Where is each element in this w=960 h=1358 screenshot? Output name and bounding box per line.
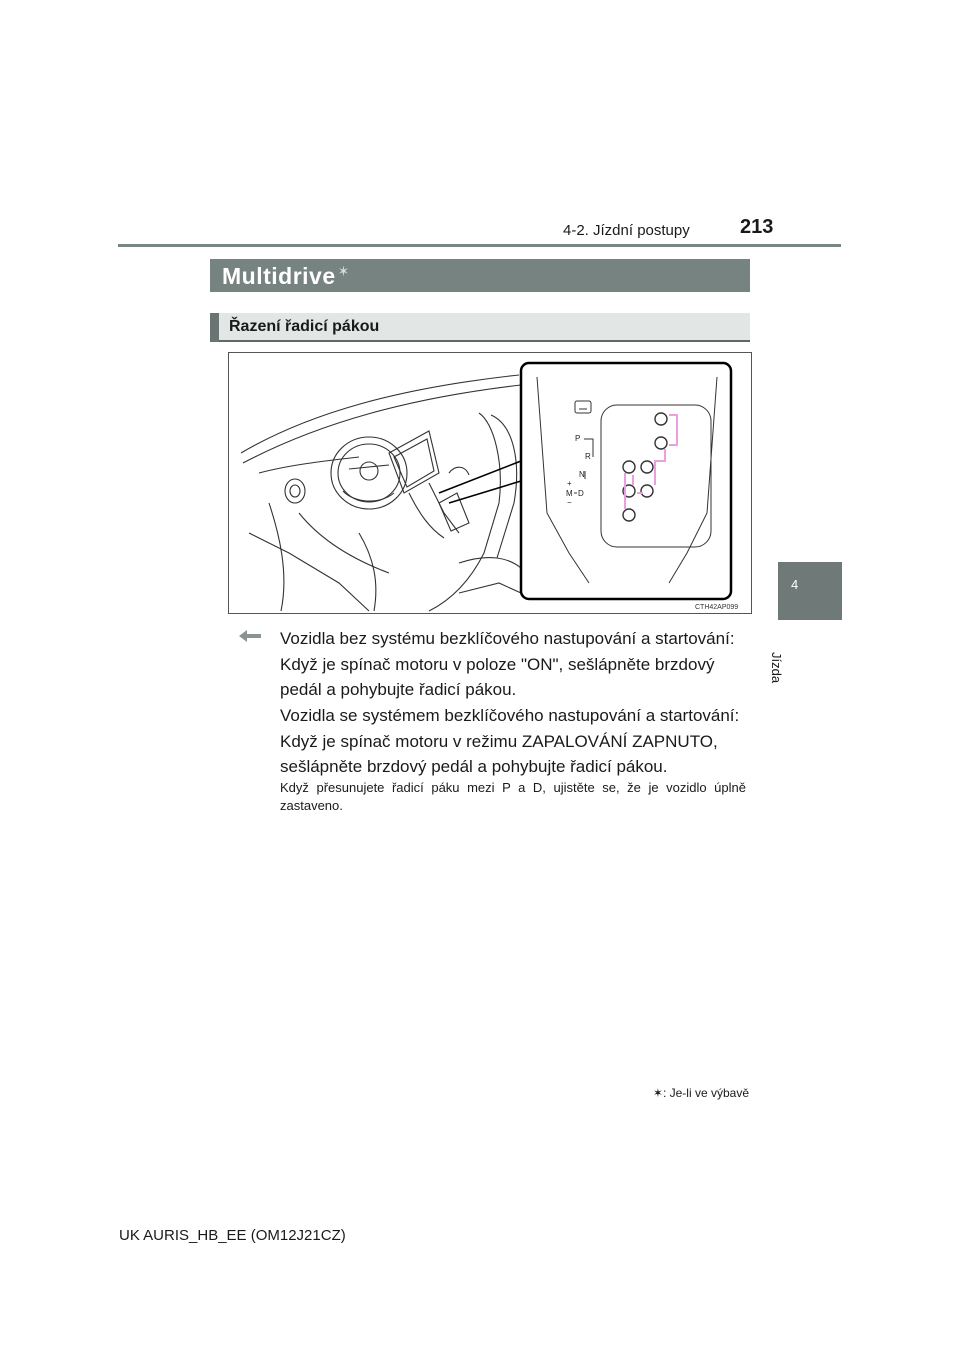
figure-code: CTH42AP099 xyxy=(695,604,739,611)
gear-label-p: P xyxy=(575,434,581,443)
gear-label-plus: + xyxy=(567,479,572,488)
paragraph-keyless-present: Vozidla se systémem bezklíčového nastupování a startování: xyxy=(280,706,740,725)
gear-label-minus: − xyxy=(567,498,572,507)
section-title xyxy=(222,263,350,290)
footnote xyxy=(622,1086,749,1100)
header-divider xyxy=(118,244,841,247)
footnote-text: : Je-li ve výbavě xyxy=(662,1086,749,1100)
chapter-tab xyxy=(778,562,842,620)
subsection-bar xyxy=(210,313,750,342)
section-reference: 4-2. Jízdní postupy xyxy=(563,222,690,239)
footnote-star-icon: ✶ xyxy=(652,1086,663,1100)
note-stop-vehicle: Když přesunujete řadicí páku mezi P a D, ujistěte se, že je vozidlo úplně zastaveno. xyxy=(280,780,746,813)
gear-label-n: N xyxy=(579,470,585,479)
page-number: 213 xyxy=(740,216,774,238)
optional-star-icon: ✶ xyxy=(337,263,350,279)
paragraph-ignition-on: Když je spínač motoru v režimu ZAPALOVÁNÍ ZAPNUTO, sešlápněte brzdový pedál a pohybujte řadicí pákou. xyxy=(280,732,718,776)
paragraph-keyless-absent: Vozidla bez systému bezklíčového nastupování a startování: xyxy=(280,629,735,648)
gear-label-m: M xyxy=(566,489,573,498)
cockpit-drawing xyxy=(229,353,751,613)
footer-model-code: UK AURIS_HB_EE (OM12J21CZ) xyxy=(119,1227,346,1244)
gear-label-d: D xyxy=(578,489,584,498)
subsection-title: Řazení řadicí pákou xyxy=(229,318,380,335)
section-title-bar xyxy=(210,259,750,292)
section-title-text: Multidrive xyxy=(222,263,336,289)
chapter-tab-label: Jízda xyxy=(769,652,784,684)
gear-label-r: R xyxy=(585,452,591,461)
paragraph-on-position: Když je spínač motoru v poloze "ON", sešlápněte brzdový pedál a pohybujte řadicí pákou. xyxy=(280,655,715,699)
arrow-left-icon xyxy=(239,629,261,643)
subsection-accent xyxy=(210,313,219,342)
gear-shift-illustration xyxy=(228,352,752,614)
chapter-tab-number: 4 xyxy=(791,577,799,592)
